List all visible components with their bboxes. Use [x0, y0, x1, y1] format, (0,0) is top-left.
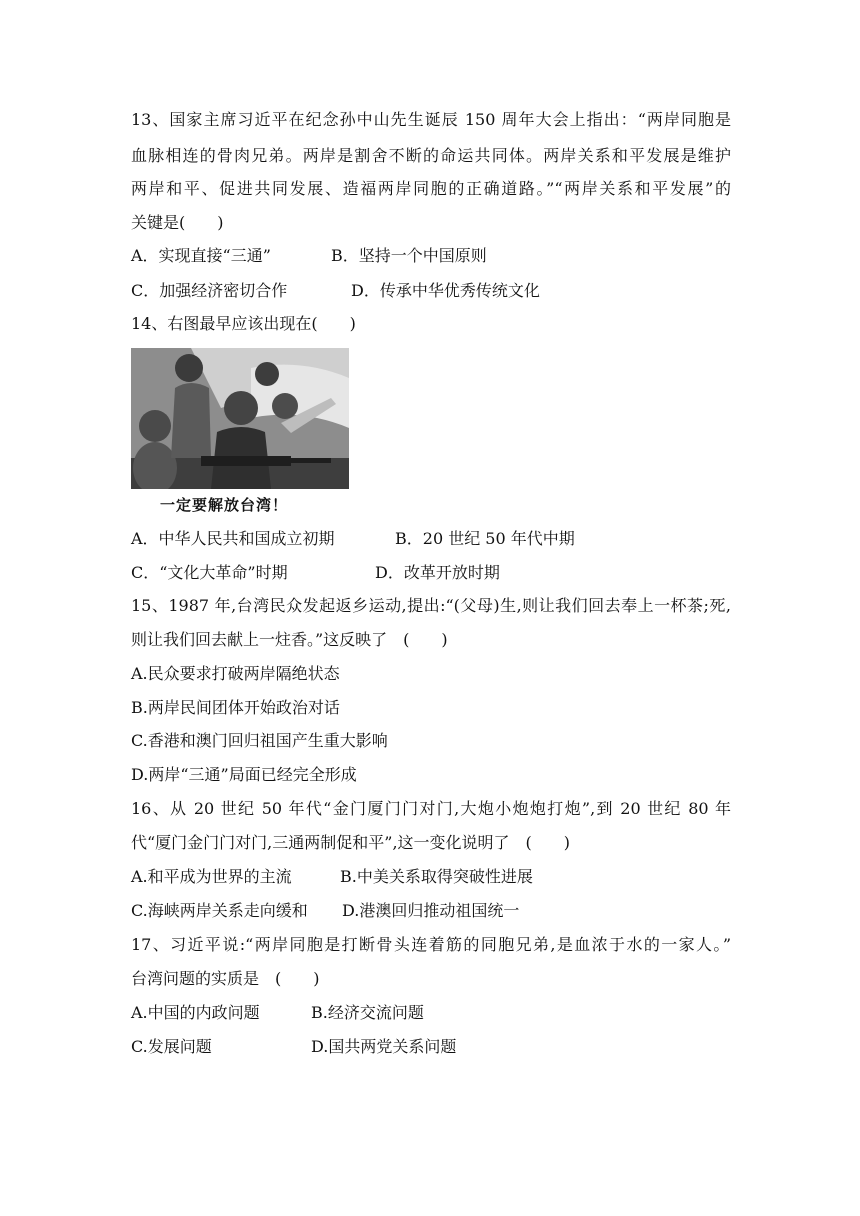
- q15-stem-line-2: 则让我们回去献上一炷香。”这反映了 ( ): [131, 630, 448, 649]
- q14-option-b: B．20 世纪 50 年代中期: [395, 529, 575, 548]
- propaganda-poster-image: [131, 348, 349, 489]
- q13-stem-line-4: 关键是( ): [131, 213, 224, 232]
- q15-option-a: A.民众要求打破两岸隔绝状态: [131, 664, 340, 683]
- q13-stem-line-1: 13、国家主席习近平在纪念孙中山先生诞辰 150 周年大会上指出：“两岸同胞是: [131, 110, 731, 129]
- q14-option-a: A．中华人民共和国成立初期: [131, 529, 335, 548]
- q16-stem-line-1: 16、从 20 世纪 50 年代“金门厦门门对门,大炮小炮炮打炮”,到 20 世纪 80 年: [131, 799, 731, 818]
- q15-option-b: B.两岸民间团体开始政治对话: [131, 698, 340, 717]
- poster-caption: 一定要解放台湾！: [160, 496, 289, 514]
- q17-option-b: B.经济交流问题: [311, 1003, 424, 1022]
- q17-option-c: C.发展问题: [131, 1037, 212, 1056]
- q13-stem-line-3: 两岸和平、促进共同发展、造福两岸同胞的正确道路。”“两岸关系和平发展”的: [131, 179, 731, 198]
- q14-option-c: C．“文化大革命”时期: [131, 563, 288, 582]
- q16-option-b: B.中美关系取得突破性进展: [340, 867, 533, 886]
- q15-stem-line-1: 15、1987 年,台湾民众发起返乡运动,提出:“(父母)生,则让我们回去奉上一杯茶;死,: [131, 596, 731, 615]
- q16-stem-line-2: 代“厦门金门门对门,三通两制促和平”,这一变化说明了 ( ): [131, 833, 571, 852]
- q15-option-d: D.两岸“三通”局面已经完全形成: [131, 765, 357, 784]
- q16-option-a: A.和平成为世界的主流: [131, 867, 292, 886]
- q14-option-d: D．改革开放时期: [375, 563, 500, 582]
- q17-option-a: A.中国的内政问题: [131, 1003, 260, 1022]
- q17-stem-line-2: 台湾问题的实质是 ( ): [131, 969, 320, 988]
- q15-option-c: C.香港和澳门回归祖国产生重大影响: [131, 731, 388, 750]
- q13-option-d: D．传承中华优秀传统文化: [351, 281, 540, 300]
- q13-stem-line-2: 血脉相连的骨肉兄弟。两岸是割舍不断的命运共同体。两岸关系和平发展是维护: [131, 146, 731, 165]
- q13-option-b: B．坚持一个中国原则: [331, 246, 487, 265]
- q17-option-d: D.国共两党关系问题: [311, 1037, 457, 1056]
- q13-option-a: A．实现直接“三通”: [131, 246, 271, 265]
- q13-option-c: C．加强经济密切合作: [131, 281, 288, 300]
- q16-option-c: C.海峡两岸关系走向缓和: [131, 901, 308, 920]
- q14-stem: 14、右图最早应该出现在( ): [131, 314, 356, 333]
- q16-option-d: D.港澳回归推动祖国统一: [342, 901, 520, 920]
- q17-stem-line-1: 17、习近平说:“两岸同胞是打断骨头连着筋的同胞兄弟,是血浓于水的一家人。”: [131, 935, 731, 954]
- poster-illustration: [131, 348, 349, 489]
